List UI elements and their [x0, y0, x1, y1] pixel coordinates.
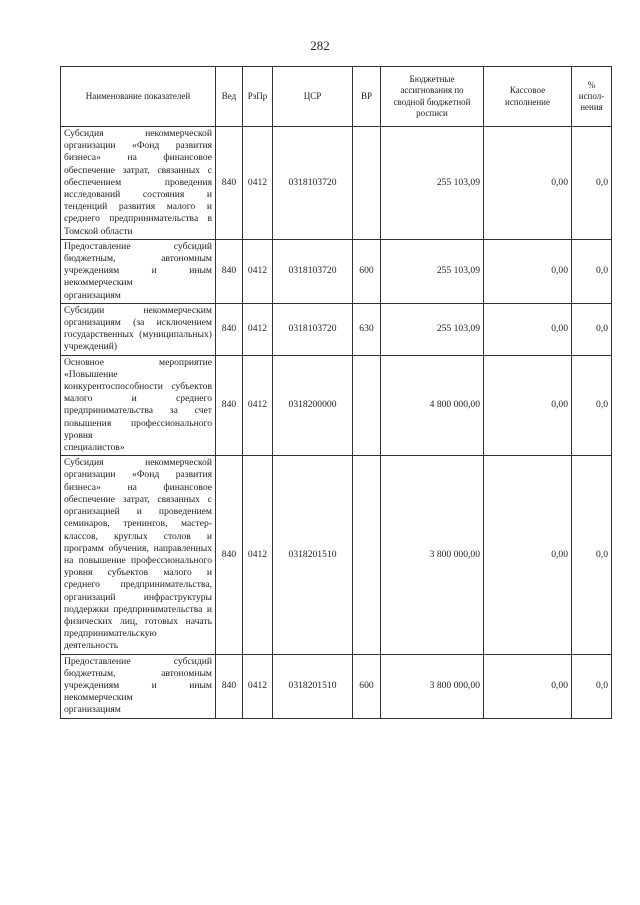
row-cash: 0,00	[484, 654, 572, 718]
row-ved: 840	[216, 456, 243, 654]
row-ved: 840	[216, 239, 243, 303]
row-budget: 3 800 000,00	[381, 456, 484, 654]
row-percent: 0,0	[572, 456, 612, 654]
row-ved: 840	[216, 303, 243, 355]
row-vr: 630	[353, 303, 381, 355]
row-csr: 0318201510	[273, 456, 353, 654]
row-rzpr: 0412	[243, 127, 273, 240]
row-ved: 840	[216, 654, 243, 718]
row-rzpr: 0412	[243, 654, 273, 718]
row-ved: 840	[216, 127, 243, 240]
row-name: Предоставление субсидий бюджетным, автономным учреждениям и иным некоммерческим организациям	[61, 239, 216, 303]
row-csr: 0318103720	[273, 239, 353, 303]
page-number: 282	[310, 38, 330, 53]
row-percent: 0,0	[572, 355, 612, 456]
row-vr: 600	[353, 239, 381, 303]
row-csr: 0318201510	[273, 654, 353, 718]
table-row	[61, 654, 612, 718]
row-percent: 0,0	[572, 303, 612, 355]
row-cash: 0,00	[484, 456, 572, 654]
row-rzpr: 0412	[243, 239, 273, 303]
row-csr: 0318200000	[273, 355, 353, 456]
header-rzpr: РзПр	[243, 67, 273, 127]
header-budget: Бюджетные ассигнования по сводной бюджетной росписи	[381, 67, 484, 127]
header-csr: ЦСР	[273, 67, 353, 127]
row-name: Субсидии некоммерческим организациям (за исключением государственных (муниципальных) учреждений)	[61, 303, 216, 355]
row-cash: 0,00	[484, 239, 572, 303]
row-rzpr: 0412	[243, 456, 273, 654]
row-vr	[353, 127, 381, 240]
table-row	[61, 127, 612, 240]
table-row	[61, 239, 612, 303]
row-cash: 0,00	[484, 355, 572, 456]
row-csr: 0318103720	[273, 303, 353, 355]
header-vr: ВР	[353, 67, 381, 127]
table-row	[61, 355, 612, 456]
row-budget: 255 103,09	[381, 239, 484, 303]
row-vr	[353, 355, 381, 456]
table-header-row	[61, 67, 612, 127]
row-percent: 0,0	[572, 127, 612, 240]
row-budget: 3 800 000,00	[381, 654, 484, 718]
row-budget: 255 103,09	[381, 127, 484, 240]
row-percent: 0,0	[572, 654, 612, 718]
row-name: Субсидия некоммерческой организации «Фонд развития бизнеса» на финансовое обеспечение затрат, связанных с организацией и проведением семинаров, тренингов, мастер-классов, круглых столов и программ обучения, направленных на повышение профессионального уровня субъектов малого и среднего предпринимательства, организаций инфраструктуры поддержки предпринимательства и физических лиц, готовых начать предпринимательскую деятельность	[61, 456, 216, 654]
row-budget: 4 800 000,00	[381, 355, 484, 456]
table-row	[61, 303, 612, 355]
header-percent: % испол-нения	[572, 67, 612, 127]
budget-table	[60, 66, 612, 719]
row-name: Субсидия некоммерческой организации «Фонд развития бизнеса» на финансовое обеспечение затрат, связанных с обеспечением проведения исследований состояния и тенденций развития малого и среднего предпринимательства в Томской области	[61, 127, 216, 240]
row-budget: 255 103,09	[381, 303, 484, 355]
row-name: Предоставление субсидий бюджетным, автономным учреждениям и иным некоммерческим организациям	[61, 654, 216, 718]
row-ved: 840	[216, 355, 243, 456]
row-cash: 0,00	[484, 127, 572, 240]
table-row	[61, 456, 612, 654]
row-rzpr: 0412	[243, 303, 273, 355]
row-cash: 0,00	[484, 303, 572, 355]
header-name: Наименование показателей	[61, 67, 216, 127]
row-percent: 0,0	[572, 239, 612, 303]
row-rzpr: 0412	[243, 355, 273, 456]
row-name: Основное мероприятие «Повышение конкурентоспособности субъектов малого и среднего предпринимательства за счет повышения профессионального уровня специалистов»	[61, 355, 216, 456]
header-cash: Кассовое исполнение	[484, 67, 572, 127]
row-vr: 600	[353, 654, 381, 718]
row-csr: 0318103720	[273, 127, 353, 240]
row-vr	[353, 456, 381, 654]
header-ved: Вед	[216, 67, 243, 127]
